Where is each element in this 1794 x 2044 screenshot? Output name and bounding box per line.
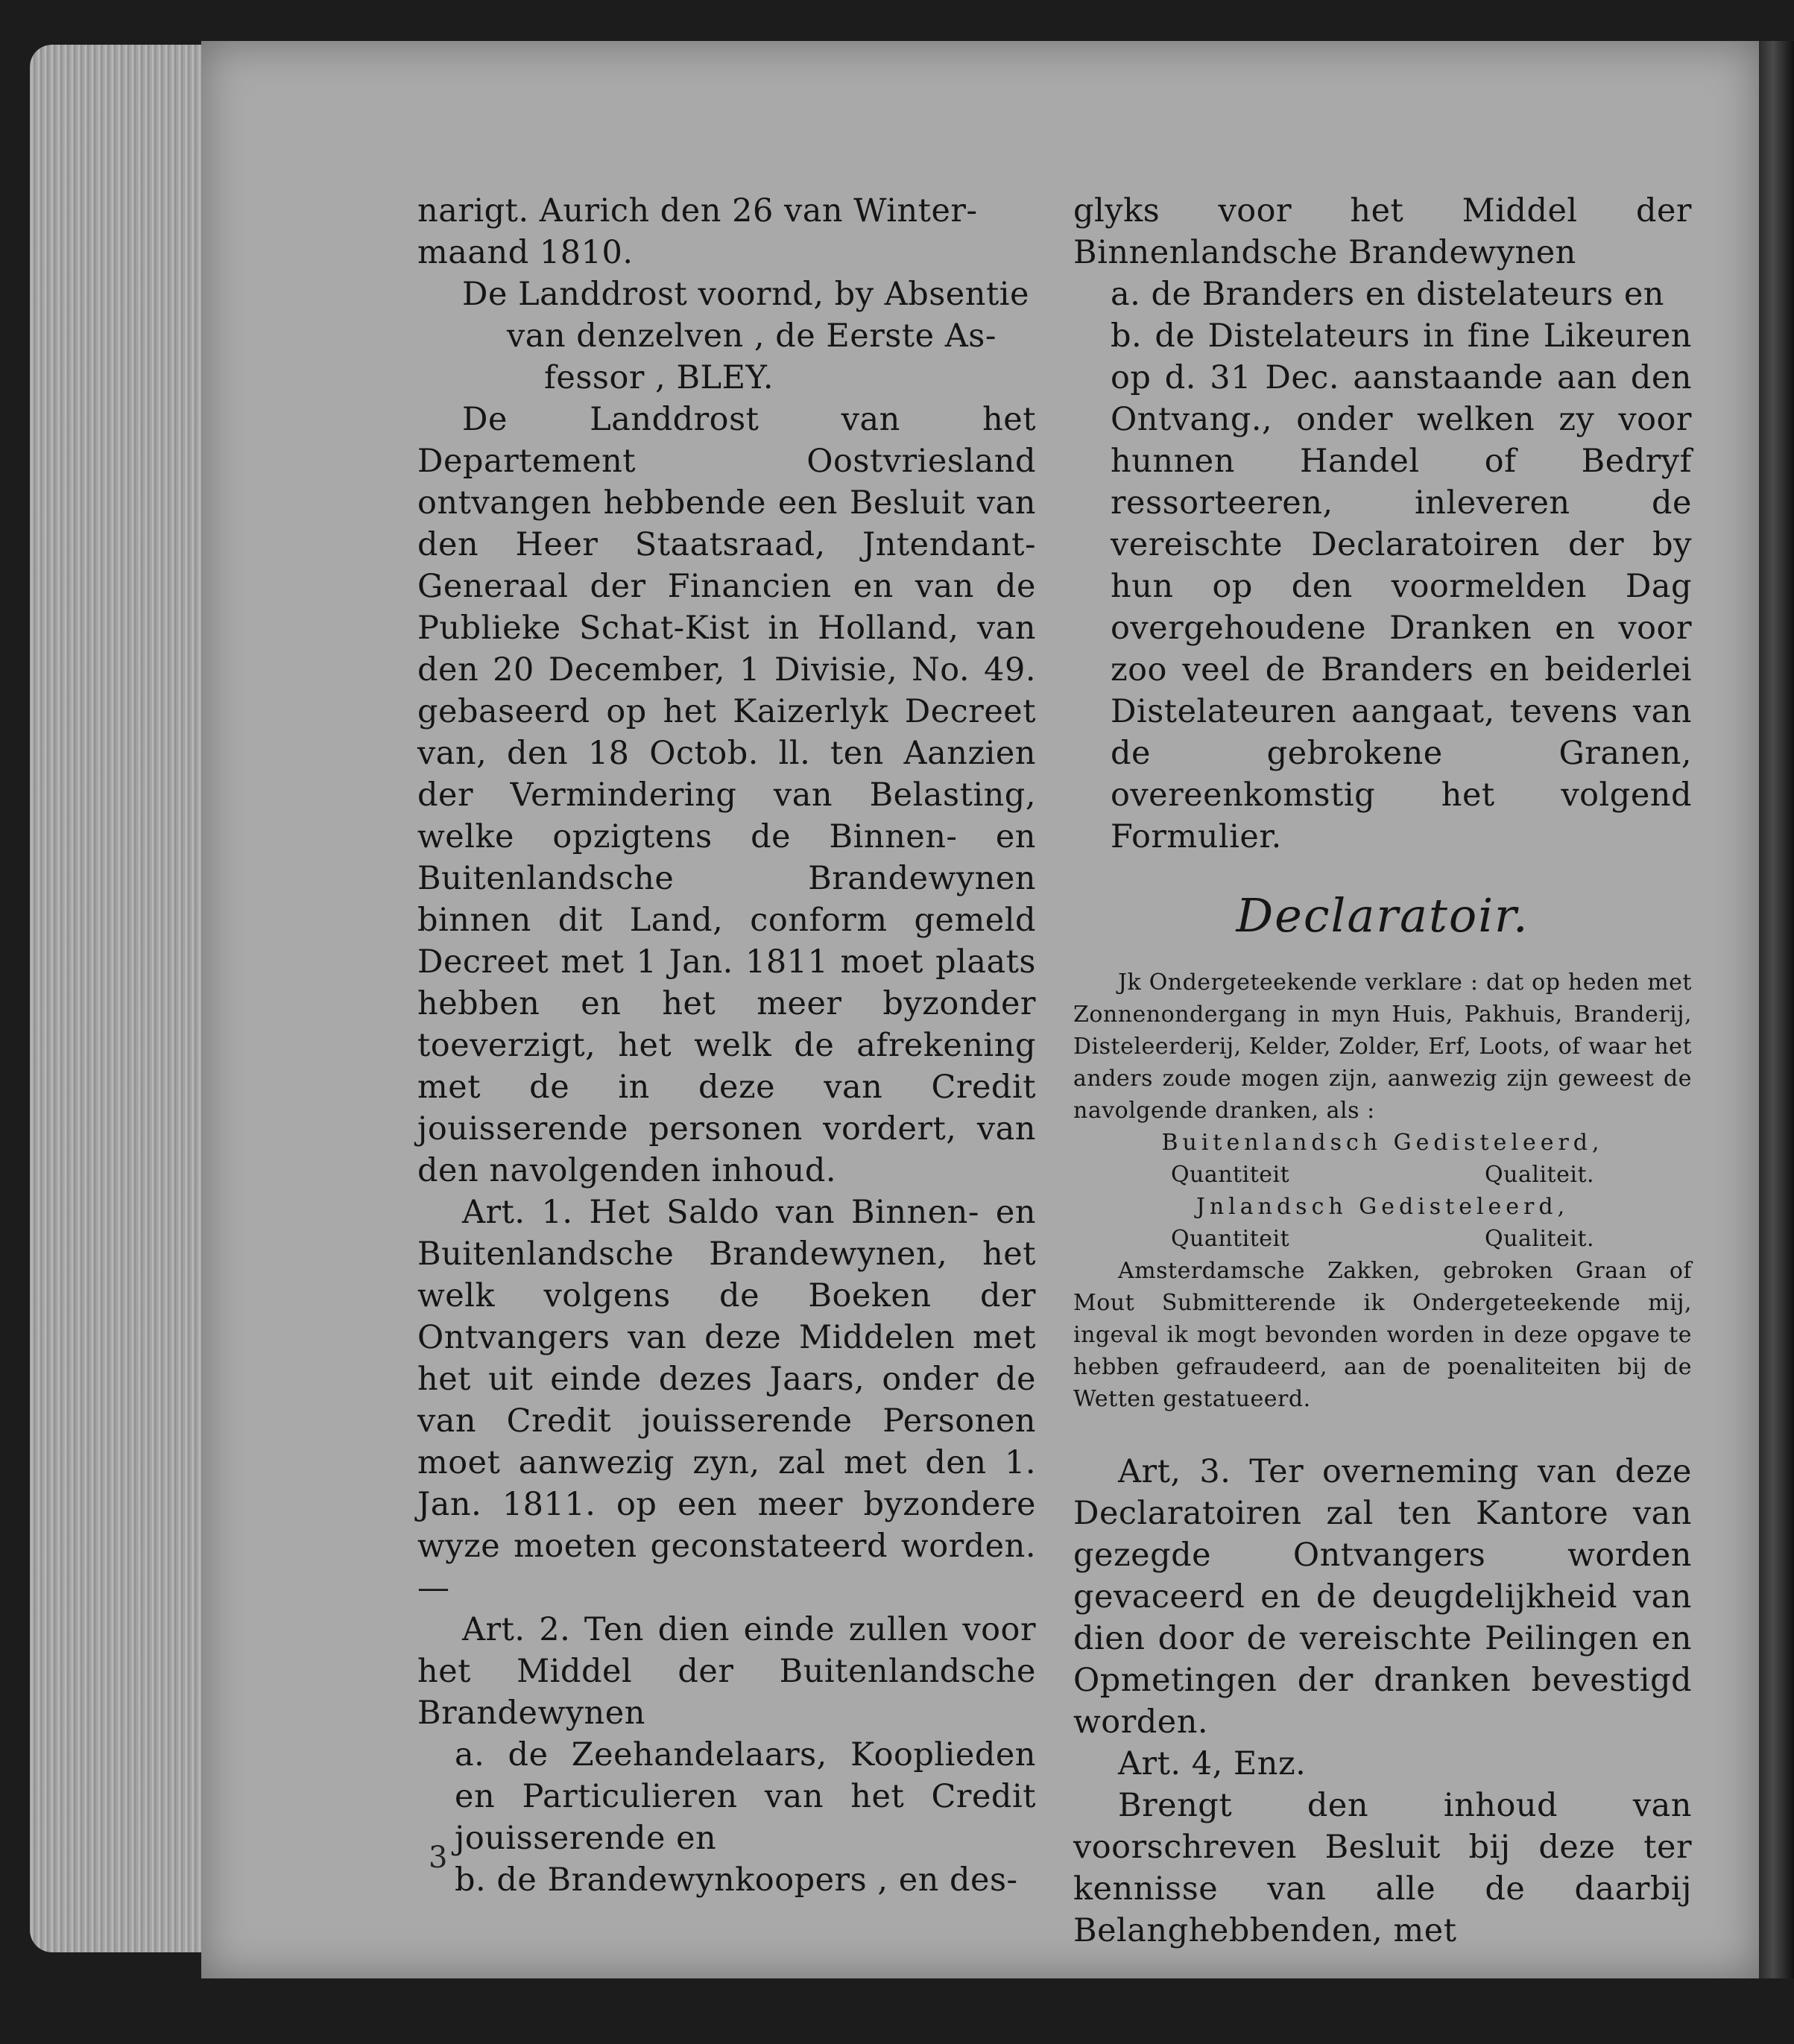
paragraph: glyks voor het Middel der Binnenlandsche Brandewynen [1073,192,1692,271]
form-text: Amsterdamsche Zakken, gebroken Graan of Mout Submitterende ik Ondergeteekende mij, ingeval ik mogt bevonden worden in deze opgave te hebben gefraudeerd, aan de poenaliteiten bij de Wetten gestatueerd. [1073,1258,1692,1412]
paragraph: Art. 2. Ten dien einde zullen voor het Middel der Buitenlandsche Brandewynen [417,1611,1036,1732]
facing-page-edge [1759,41,1794,1978]
left-column [417,190,1036,1901]
right-column [1073,190,1692,1952]
paragraph: De Landdrost van het Departement Oostvriesland ontvangen hebbende een Besluit van den Heer Staatsraad, Jntendant-Generaal der Financien en van de Publieke Schat-Kist in Holland, van den 20 December, 1 Divisie, No. 49. gebaseerd op het Kaizerlyk Decreet van, den 18 Octob. ll. ten Aanzien der Vermindering van Belasting, welke opzigtens de Binnen- en Buitenlandsche Brandewynen binnen dit Land, conform gemeld Decreet met 1 Jan. 1811 moet plaats hebben en het meer byzonder toeverzigt, het welk de afrekening met de in deze van Credit jouisserende personen vordert, van den navolgenden inhoud. [417,401,1036,1189]
list-item: b. de Brandewynkoopers , en des- [455,1861,1018,1899]
text-line: De Landdrost voornd, by Absentie [462,276,1029,313]
paragraph: Art. 1. Het Saldo van Binnen- en Buitenlandsche Brandewynen, het welk volgens de Boeken der Ontvangers van deze Middelen met het uit einde dezes Jaars, onder de van Credit jouisserende Personen moet aanwezig zyn, zal met den 1. Jan. 1811. op een meer byzondere wyze moeten geconstateerd worden. — [417,1194,1036,1607]
paragraph: Brengt den inhoud van voorschreven Besluit bij deze ter kennisse van alle de daarbij Belanghebbenden, met [1073,1787,1692,1949]
form-text: Jk Ondergeteekende verklare : dat op heden met Zonnenondergang in myn Huis, Pakhuis, Branderij, Disteleerderij, Kelder, Zolder, Erf, Loots, of waar het anders zoude mogen zijn, aanwezig zijn geweest de navolgende dranken, als : [1073,969,1692,1124]
paragraph: Art, 3. Ter overneming van deze Declaratoiren zal ten Kantore van gezegde Ontvangers worden gevaceerd en de deugdelijkheid van dien door de vereischte Peilingen en Opmetingen der dranken bevestigd worden. [1073,1453,1692,1741]
book-page-edges [30,45,216,1952]
form-field-label: Quantiteit [1170,1226,1290,1252]
signature-line: fessor , BLEY. [544,359,774,396]
paragraph: Art. 4, Enz. [1118,1745,1307,1782]
form-heading: Buitenlandsch Gedisteleerd, [1161,1130,1604,1156]
declaration-form [1073,966,1692,1415]
form-field-label: Qualiteit. [1485,1162,1595,1188]
text-line: van denzelven , de Eerste As- [507,317,997,355]
list-item: b. de Distelateurs in fine Likeuren op d. 31 Dec. aanstaande aan den Ontvang., onder welken zy voor hunnen Handel of Bedryf ressorteeren, inleveren de vereischte Declaratoiren der by hun op den voormelden Dag overgehoudene Dranken en voor zoo veel de Branders en beiderlei Distelateuren aangaat, tevens van de gebrokene Granen, overeenkomstig het volgend Formulier. [1111,317,1692,855]
form-field-label: Qualiteit. [1485,1226,1595,1252]
form-field-label: Quantiteit [1170,1162,1290,1188]
list-item: a. de Branders en distelateurs en [1111,276,1664,313]
text-line: maand 1810. [417,234,634,271]
page-mark: 3 [429,1841,448,1875]
text-line: narigt. Aurich den 26 van Winter- [417,192,978,230]
list-item: a. de Zeehandelaars, Kooplieden en Particulieren van het Credit jouisserende en [455,1736,1036,1857]
form-heading: Jnlandsch Gedisteleerd, [1196,1194,1570,1220]
section-heading: Declaratoir. [1236,888,1529,943]
